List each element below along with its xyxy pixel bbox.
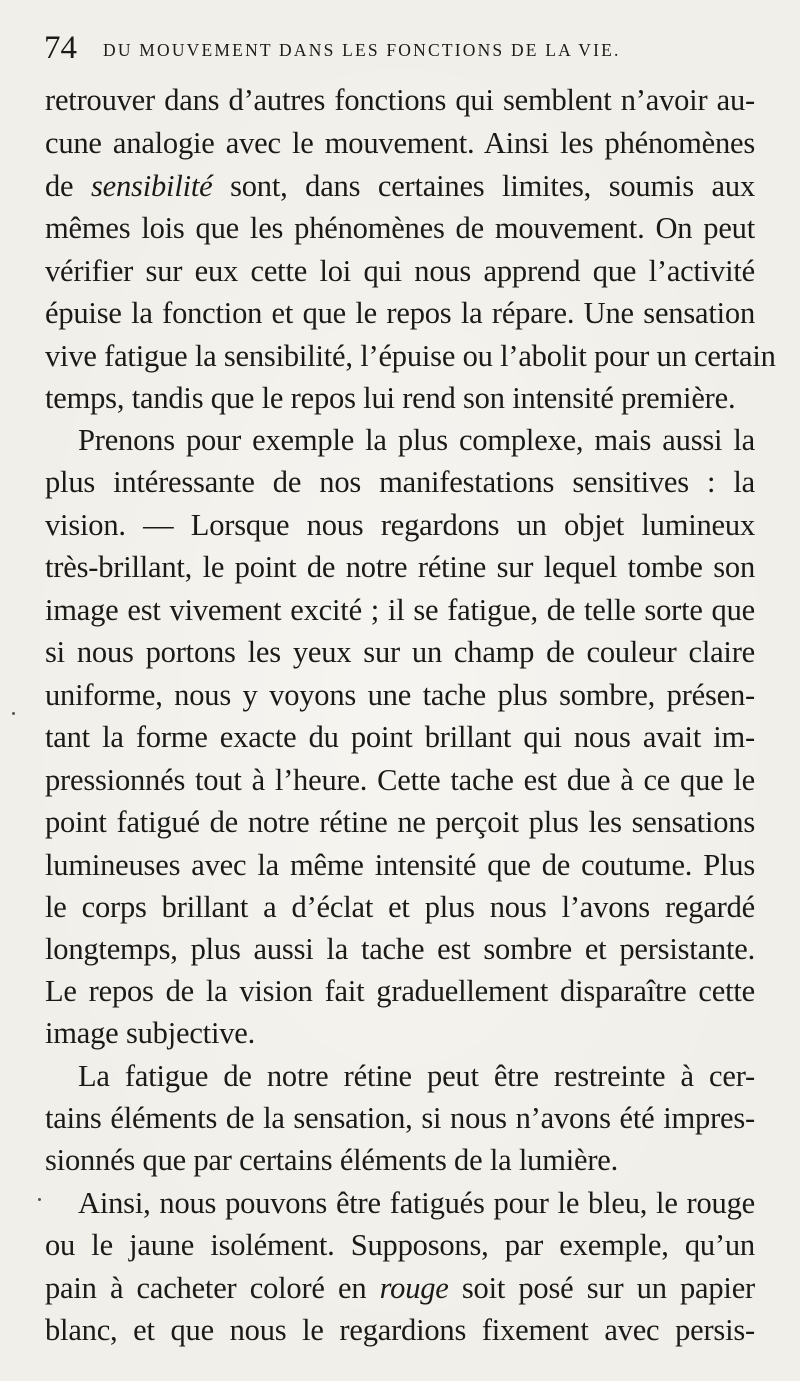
text-line: blanc, et que nous le regardions fixement avec persis- xyxy=(45,1313,755,1347)
print-speck xyxy=(38,1198,41,1201)
italic-term: rouge xyxy=(379,1271,449,1305)
text-line: plus intéressante de nos manifestations sensitives : la xyxy=(45,465,755,499)
text-line: tains éléments de la sensation, si nous n’avons été impres- xyxy=(45,1101,755,1135)
text-line: vision. — Lorsque nous regardons un objet lumineux xyxy=(45,508,755,542)
text-line: pressionnés tout à l’heure. Cette tache est due à ce que le xyxy=(45,763,755,797)
text-line: vive fatigue la sensibilité, l’épuise ou l’abolit pour un certain xyxy=(45,339,776,373)
page-number: 74 xyxy=(44,30,77,66)
text-line: Prenons pour exemple la plus complexe, mais aussi la xyxy=(78,423,755,457)
print-speck xyxy=(12,712,15,715)
text-line: image subjective. xyxy=(45,1016,256,1050)
text-line: tant la forme exacte du point brillant qui nous avait im- xyxy=(45,720,755,754)
text-line: cune analogie avec le mouvement. Ainsi les phénomènes xyxy=(45,126,755,160)
italic-term: sensibilité xyxy=(91,169,213,203)
text-line xyxy=(45,166,755,206)
text-line: sionnés que par certains éléments de la lumière. xyxy=(45,1143,619,1177)
text-line: La fatigue de notre rétine peut être restreinte à cer- xyxy=(78,1059,755,1093)
text-line-end: soit posé sur un papier xyxy=(448,1271,755,1305)
text-line: si nous portons les yeux sur un champ de couleur claire xyxy=(45,635,755,669)
text-line: vérifier sur eux cette loi qui nous apprend que l’activité xyxy=(45,254,755,288)
text-line: longtemps, plus aussi la tache est sombre et persistante. xyxy=(45,932,755,966)
text-line: ou le jaune isolément. Supposons, par exemple, qu’un xyxy=(45,1228,755,1262)
text-line: Ainsi, nous pouvons être fatigués pour le bleu, le rouge xyxy=(78,1186,755,1220)
text-line: retrouver dans d’autres fonctions qui semblent n’avoir au- xyxy=(45,83,755,117)
text-line-start: pain à cacheter coloré en xyxy=(45,1271,380,1305)
text-line: Le repos de la vision fait graduellement disparaître cette xyxy=(45,974,755,1008)
text-line: point fatigué de notre rétine ne perçoit plus les sensations xyxy=(45,805,755,839)
text-line: temps, tandis que le repos lui rend son intensité première. xyxy=(45,381,736,415)
text-line: épuise la fonction et que le repos la répare. Une sensation xyxy=(45,296,755,330)
text-line: très-brillant, le point de notre rétine sur lequel tombe son xyxy=(45,550,755,584)
page-header xyxy=(44,30,764,70)
text-line: uniforme, nous y voyons une tache plus sombre, présen- xyxy=(45,678,755,712)
text-line: le corps brillant a d’éclat et plus nous l’avons regardé xyxy=(45,890,755,924)
text-line: image est vivement excité ; il se fatigue, de telle sorte que xyxy=(45,593,755,627)
text-line: lumineuses avec la même intensité que de coutume. Plus xyxy=(45,848,755,882)
text-line: mêmes lois que les phénomènes de mouvement. On peut xyxy=(45,211,755,245)
text-line-end: sont, dans certaines limites, soumis aux xyxy=(212,169,755,203)
running-head: DU MOUVEMENT DANS LES FONCTIONS DE LA VIE. xyxy=(103,40,621,60)
text-line-start: de xyxy=(45,169,91,203)
text-line xyxy=(45,1268,755,1308)
